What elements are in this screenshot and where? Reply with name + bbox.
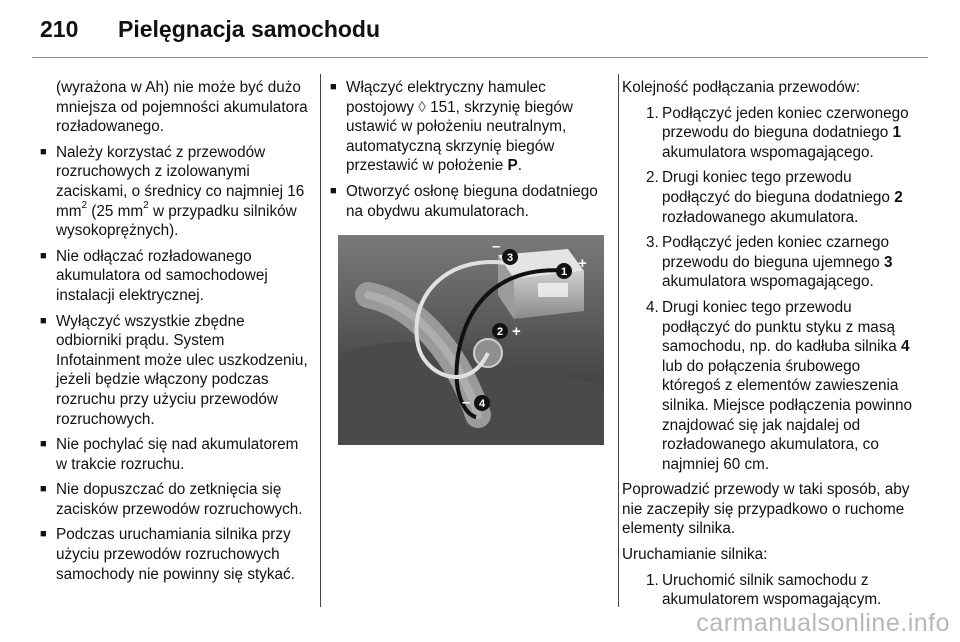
intro-paragraph: (wyrażona w Ah) nie może być dużo mniejsza od pojemności akumulatora rozładowanego.: [56, 79, 308, 136]
svg-text:1: 1: [560, 266, 568, 279]
svg-text:2: 2: [496, 326, 504, 339]
bullet-item: ■ Nie odłączać rozładowanego akumulatora od samochodowej instalacji elektrycznej.: [40, 247, 268, 304]
bullet-square-icon: ■: [40, 483, 47, 496]
bullet-item: ■ Należy korzystać z przewodów rozruchowych z izolowanymi zaciskami, o średnicy co najmniej 16 $mm^2$ (25 $mm^2$ w przypadku silników wysokoprężnych).: [40, 143, 305, 240]
bullet-square-icon: ■: [40, 528, 47, 541]
svg-text:–: –: [492, 238, 501, 256]
bullet-item: ■ Włączyć elektryczny hamulec postojowy ◊ 151, skrzynię biegów ustawić w położeniu neutralnym, automatyczną skrzynię biegów przestawić w położenie P.: [330, 79, 573, 175]
svg-text:4: 4: [478, 398, 486, 411]
column-divider-1: [320, 74, 321, 607]
connection-order-heading: Kolejność podłączania przewodów:: [622, 79, 861, 96]
page-title: Pielęgnacja samochodu: [118, 16, 381, 42]
jump-start-illustration: [338, 235, 604, 445]
bullet-item: ■ Nie dopuszczać do zetknięcia się zacisków przewodów rozruchowych.: [40, 481, 303, 518]
column-1: [40, 78, 312, 590]
page-number: 210: [40, 16, 79, 42]
header-rule: [32, 57, 928, 58]
engine-start-heading: Uruchamianie silnika:: [622, 546, 768, 564]
numbered-step: 1. Uruchomić silnik samochodu z akumulatorem wspomagającym.: [646, 571, 882, 609]
bullet-square-icon: ■: [40, 438, 47, 451]
bullet-square-icon: ■: [330, 81, 337, 93]
bullet-item: ■ Otworzyć osłonę bieguna dodatniego na obydwu akumulatorach.: [330, 182, 598, 220]
bullet-item: ■ Nie pochylać się nad akumulatorem w trakcie rozruchu.: [40, 436, 299, 473]
numbered-step: 4. Drugi koniec tego przewodu podłączyć do punktu styku z masą samochodu, np. do kadłuba silnika 4 lub do połączenia śrubowego któregoś z elementów zawieszenia silnika. Miejsce podłączenia powinno znajdować się jak najdalej od rozładowanego akumulatora, co najmniej 60 cm.: [646, 298, 912, 473]
bullet-item: ■ Podczas uruchamiania silnika przy użyciu przewodów rozruchowych samochody nie powinny się stykać.: [40, 526, 295, 583]
svg-text:+: +: [578, 255, 587, 273]
column-divider-2: [618, 74, 619, 607]
bullet-square-icon: ■: [40, 145, 47, 158]
bullet-square-icon: ■: [40, 249, 47, 262]
column-3: [622, 78, 914, 616]
svg-text:3: 3: [506, 252, 514, 265]
page-reference-arrow-icon: ◊: [418, 98, 426, 116]
numbered-step: 3. Podłączyć jeden koniec czarnego przewodu do bieguna ujemnego 3 akumulatora wspomagającego.: [646, 234, 893, 291]
bullet-square-icon: ■: [330, 184, 337, 197]
bullet-square-icon: ■: [40, 314, 47, 327]
numbered-step: 1. Podłączyć jeden koniec czerwonego przewodu do bieguna dodatniego 1 akumulatora wspomagającego.: [646, 104, 909, 161]
svg-text:+: +: [512, 323, 521, 341]
cable-routing-paragraph: Poprowadzić przewody w taki sposób, aby nie zaczepiły się przypadkowo o ruchome elementy silnika.: [622, 481, 910, 538]
watermark: carmanualsonline.info: [696, 609, 950, 637]
svg-text:–: –: [462, 394, 471, 412]
column-2: [330, 78, 610, 451]
numbered-step: 2. Drugi koniec tego przewodu podłączyć do bieguna dodatniego 2 rozładowanego akumulatora.: [646, 169, 903, 226]
bullet-item: ■ Wyłączyć wszystkie zbędne odbiorniki prądu. System Infotainment może ulec uszkodzeniu, jeżeli będzie włączony podczas rozruchu przy użyciu przewodów rozruchowych.: [40, 312, 308, 428]
